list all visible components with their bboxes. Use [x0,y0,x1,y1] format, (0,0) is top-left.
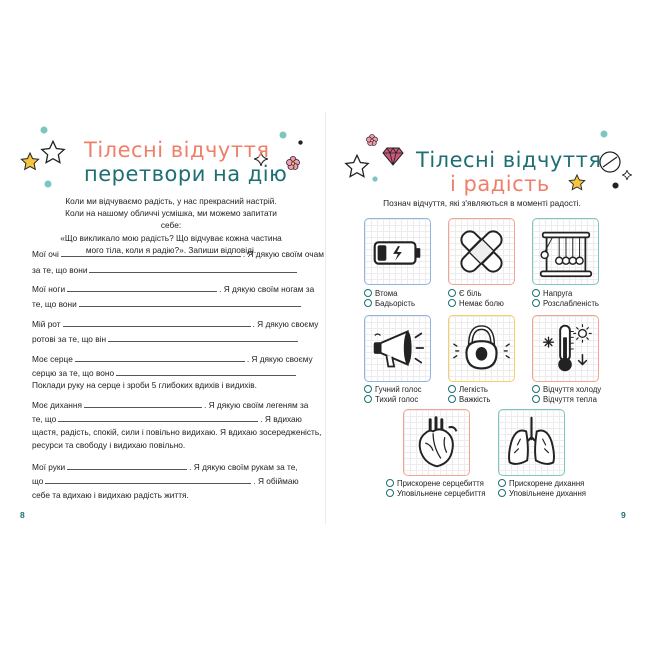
option[interactable] [532,289,572,299]
mouth-text: Мій рот [32,319,61,329]
radio-button[interactable] [386,489,394,497]
kettlebell-icon [449,316,514,381]
mouth-text: . Я дякую своєму [252,319,319,329]
intro-text [56,195,286,256]
radio-button[interactable] [498,489,506,497]
hands-text: . Я обіймаю [253,476,299,486]
radio-button[interactable] [448,289,456,297]
heart-organ-icon [404,410,469,475]
answer-blank[interactable] [84,400,202,408]
option-label: Уповільнене серцебиття [397,489,486,498]
eyes-text: за те, що вони [32,265,88,275]
radio-button[interactable] [532,395,540,403]
breath-text: . Я вдихаю [260,414,302,424]
option[interactable] [448,299,504,309]
option-label: Немає болю [459,299,504,308]
heart-text: серцю за те, що воно [32,368,115,378]
eyes-text: . Я дякую своїм очам [242,249,324,259]
star-icon [40,140,66,166]
star-icon [344,154,370,180]
radio-button[interactable] [448,385,456,393]
option-label: Втома [375,289,398,298]
card-heart-organ [403,409,470,476]
legs-text: те, що вони [32,299,77,309]
megaphone-icon [365,316,430,381]
dot-icon [44,180,52,188]
card-plaster [448,218,515,285]
answer-blank[interactable] [108,334,298,342]
intro-line: Коли ми відчуваємо радість, у нас прекрасний настрій. [65,196,277,206]
legs-text: . Я дякую своїм ногам за [219,284,315,294]
intro-line: Коли на нашому обличчі усмішка, ми можемо запитати себе: [65,208,277,231]
legs-line [32,299,303,310]
answer-blank[interactable] [63,319,251,327]
mouth-line [32,334,300,345]
option[interactable] [364,385,422,395]
page-title-line1: Тілесні відчуття [416,148,602,172]
flower-icon [286,156,300,170]
dot-icon [600,130,608,138]
page-number: 9 [621,510,626,520]
option-label: Важкість [459,395,491,404]
option[interactable] [448,385,488,395]
radio-button[interactable] [532,385,540,393]
answer-blank[interactable] [67,284,217,292]
option-label: Прискорене серцебиття [397,479,484,488]
hands-text: Мої руки [32,462,66,472]
battery-icon [365,219,430,284]
option[interactable] [364,289,397,299]
dot-icon [40,126,48,134]
radio-button[interactable] [448,299,456,307]
option-label: Гучний голос [375,385,422,394]
radio-button[interactable] [386,479,394,487]
card-battery [364,218,431,285]
option[interactable] [532,395,597,405]
radio-button[interactable] [448,395,456,403]
option-label: Бадьорість [375,299,416,308]
breath-line: ресурси та свободу і видихаю повільно. [32,440,186,450]
pill-icon [598,150,622,174]
plaster-icon [449,219,514,284]
heart-instruction: Поклади руку на серце і зроби 5 глибоких вдихів і видихів. [32,380,257,390]
page-title-line2: і радість [450,172,550,196]
breath-text: те, що [32,414,57,424]
answer-blank[interactable] [67,462,187,470]
page-title-line2: перетвори на дію [84,162,288,186]
option[interactable] [386,489,485,499]
card-lungs [498,409,565,476]
radio-button[interactable] [364,299,372,307]
answer-blank[interactable] [75,354,245,362]
heart-text: Моє серце [32,354,73,364]
option-label: Тихий голос [375,395,419,404]
flower-icon [366,134,378,146]
option-label: Є біль [459,289,482,298]
card-megaphone [364,315,431,382]
gem-icon [382,146,404,166]
hands-text: . Я дякую своїм рукам за те, [189,462,298,472]
legs-text: Мої ноги [32,284,66,294]
radio-button[interactable] [532,289,540,297]
option[interactable] [364,299,415,309]
page-number: 8 [20,510,25,520]
eyes-line [32,249,324,260]
heart-line [32,354,313,365]
instruction-text: Познач відчуття, які з'являються в моменті радості. [383,198,581,208]
intro-line: «Що викликало мою радість? Що відчуває кожна частина [60,232,282,243]
option-label: Легкість [459,385,488,394]
mouth-text: ротові за те, що він [32,334,107,344]
breath-text: . Я дякую своїм легеням за [203,400,309,410]
breath-line [32,414,302,425]
answer-blank[interactable] [61,249,241,257]
dot-icon [612,182,619,189]
option[interactable] [498,489,586,499]
answer-blank[interactable] [79,299,301,307]
radio-button[interactable] [364,289,372,297]
thermometer-icon [533,316,598,381]
radio-button[interactable] [498,479,506,487]
eyes-text: Мої очі [32,249,59,259]
heart-text: . Я дякую своєму [246,354,313,364]
radio-button[interactable] [364,385,372,393]
sparkle-icon [622,170,632,180]
option-label: Уповільнене дихання [509,489,586,498]
option-label: Напруга [543,289,573,298]
card-thermometer [532,315,599,382]
option-label: Прискорене дихання [509,479,585,488]
answer-blank[interactable] [58,414,258,422]
option[interactable] [386,479,484,489]
breath-text: Моє дихання [32,400,82,410]
hands-line: себе та вдихаю і видихаю радість життя. [32,490,189,500]
answer-blank[interactable] [89,265,297,273]
intro-line: мого тіла, коли я радію?». Запиши відповіді. [85,244,257,255]
eyes-line [32,265,299,276]
dot-icon [298,140,303,145]
hands-text: що [32,476,44,486]
radio-button[interactable] [364,395,372,403]
card-kettlebell [448,315,515,382]
option-label: Розслабленість [543,299,599,308]
left-page [16,112,324,524]
legs-line [32,284,314,295]
option-label: Відчуття тепла [543,395,597,404]
dot-icon [279,131,287,139]
answer-blank[interactable] [45,476,251,484]
breath-line: щастя, радість, спокій, сили і повільно видихаю. Я вдихаю зосередженість, [32,427,322,437]
option[interactable] [364,395,418,405]
lungs-icon [499,410,564,475]
option[interactable] [448,289,482,299]
book-spine [325,112,326,524]
star-icon [20,152,40,172]
breath-line [32,400,308,411]
heart-line [32,368,298,379]
right-page [330,112,634,524]
option[interactable] [498,479,584,489]
option-label: Відчуття холоду [543,385,602,394]
option[interactable] [532,299,599,309]
dot-icon [372,176,378,182]
mouth-line [32,319,318,330]
hands-line [32,476,299,487]
card-newtons-cradle [532,218,599,285]
page-title-line1: Тілесні відчуття [84,138,270,162]
star-icon [568,174,586,192]
option[interactable] [448,395,490,405]
hands-line [32,462,298,473]
answer-blank[interactable] [116,368,296,376]
option[interactable] [532,385,601,395]
radio-button[interactable] [532,299,540,307]
newtons-cradle-icon [533,219,598,284]
